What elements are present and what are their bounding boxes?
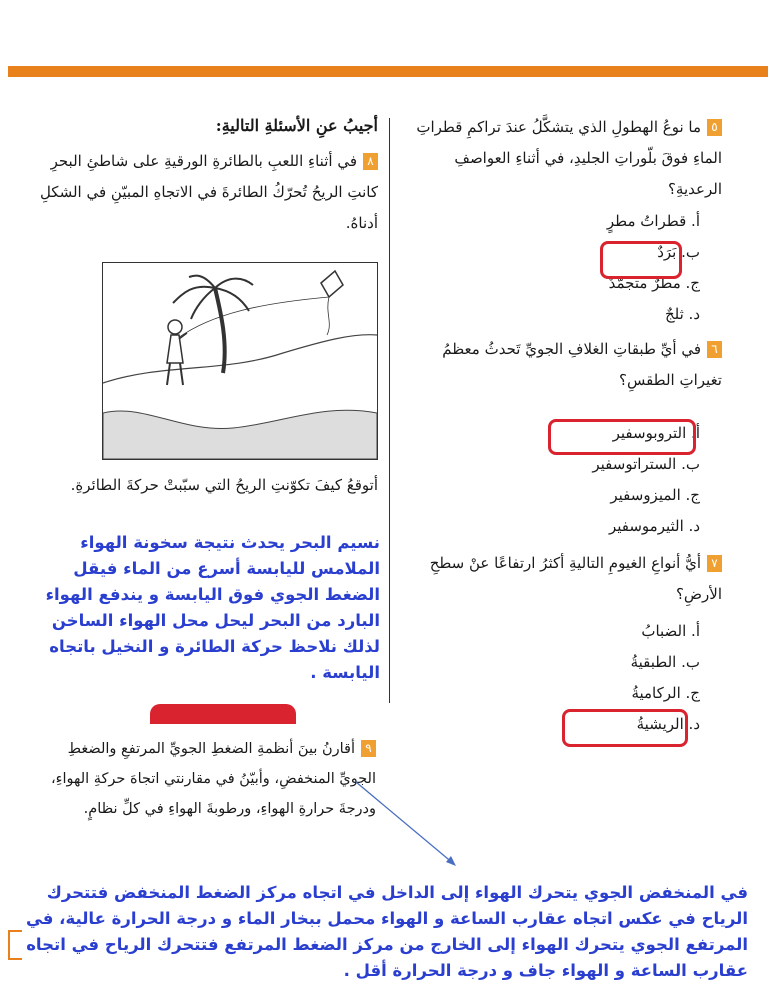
option-a[interactable]: أ. الضبابُ	[641, 622, 700, 640]
option-b[interactable]: ب. الستراتوسفير	[592, 455, 700, 473]
selected-answer-highlight	[600, 241, 682, 279]
option-d[interactable]: د. ثلجٌ	[664, 305, 700, 323]
option-d[interactable]: د. الثيرموسفير	[608, 517, 700, 535]
question-6	[402, 334, 722, 396]
question-text: في أيِّ طبقاتِ الغلافِ الجويِّ تَحدثُ معظمُ تغيراتِ الطقسِ؟	[442, 340, 722, 389]
bracket-decoration	[8, 930, 22, 960]
column-divider	[389, 118, 390, 703]
option-c[interactable]: ج. الركاميةُ	[631, 684, 700, 702]
q8-handwritten-answer: نسيم البحر يحدث نتيجة سخونة الهواء الملامس لليابسة أسرع من الماء فيقل الضغط الجوي فوق اليابسة و يندفع الهواء البارد من البحر ليحل محل الهواء الساخن لذلك نلاحظ حركة الطائرة و النخيل باتجاه اليابسة .	[45, 533, 380, 682]
question-8	[30, 146, 378, 239]
question-number-badge: ٧	[707, 555, 722, 572]
kite-beach-illustration	[102, 262, 378, 460]
arrow-annotation	[350, 778, 470, 878]
question-number-badge: ٦	[707, 341, 722, 358]
question-text: في أثناءِ اللعبِ بالطائرةِ الورقيةِ على شاطئِ البحرِ كانتِ الريحُ تُحرّكُ الطائرةَ في الاتجاهِ المبيّنِ في الشكلِ أدناهُ.	[39, 152, 378, 232]
orange-header-bar	[8, 66, 768, 77]
option-b[interactable]: ب. بَرَدٌ	[657, 243, 700, 261]
option-b[interactable]: ب. الطبقيةُ	[630, 653, 700, 671]
selected-answer-highlight	[562, 709, 688, 747]
option-a[interactable]: أ. التروبوسفير	[612, 424, 700, 442]
question-7	[402, 548, 722, 610]
question-text: ما نوعُ الهطولِ الذي يتشكَّلُ عندَ تراكمِ قطراتِ الماءِ فوقَ بلّوراتِ الجليدِ، في أثناءِ العواصفِ الرعديةِ؟	[416, 118, 722, 198]
question-text: أيُّ أنواعِ الغيومِ التاليةِ أكثرُ ارتفاعًا عنْ سطحِ الأرضِ؟	[429, 554, 722, 603]
section-heading: أجيبُ عنِ الأسئلةِ التاليةِ:	[215, 116, 378, 135]
question-5	[402, 112, 722, 205]
red-tab-decoration	[150, 704, 296, 724]
question-9	[42, 734, 376, 824]
question-number-badge: ٨	[363, 153, 378, 170]
option-d[interactable]: د. الريشيةُ	[636, 715, 700, 733]
selected-answer-highlight	[548, 419, 696, 455]
question-number-badge: ٥	[707, 119, 722, 136]
option-a[interactable]: أ. قطراتُ مطرٍ	[606, 212, 700, 230]
question-number-badge: ٩	[361, 740, 376, 757]
question-text: أقارنُ بينَ أنظمةِ الضغطِ الجويِّ المرتفعِ والضغطِ الجويِّ المنخفضِ، وأبيّنُ في مقارنتي اتجاهَ حركةِ الهواءِ، ودرجةَ حرارةِ الهواءِ، ورطوبةَ الهواءِ في كلِّ نظامٍ.	[51, 741, 376, 817]
option-c[interactable]: ج. الميزوسفير	[610, 486, 700, 504]
q8-prompt: أتوقعُ كيفَ تكوّنتِ الريحُ التي سبّبتْ حركةَ الطائرةِ.	[70, 476, 378, 494]
q9-handwritten-answer: في المنخفض الجوي يتحرك الهواء إلى الداخل في اتجاه مركز الضغط المنخفض فتتحرك الرياح في عكس اتجاه عقارب الساعة و الهواء محمل ببخار الماء و درجة الحرارة عالية، في المرتفع الجوي يتحرك الهواء إلى الخارج من مركز الضغط المرتفع فتتحرك الرياح في اتجاه عقارب الساعة و الهواء جاف و درجة الحرارة أقل .	[25, 883, 748, 980]
option-c[interactable]: ج. مطرٌ متجمّدٌ	[608, 274, 700, 292]
